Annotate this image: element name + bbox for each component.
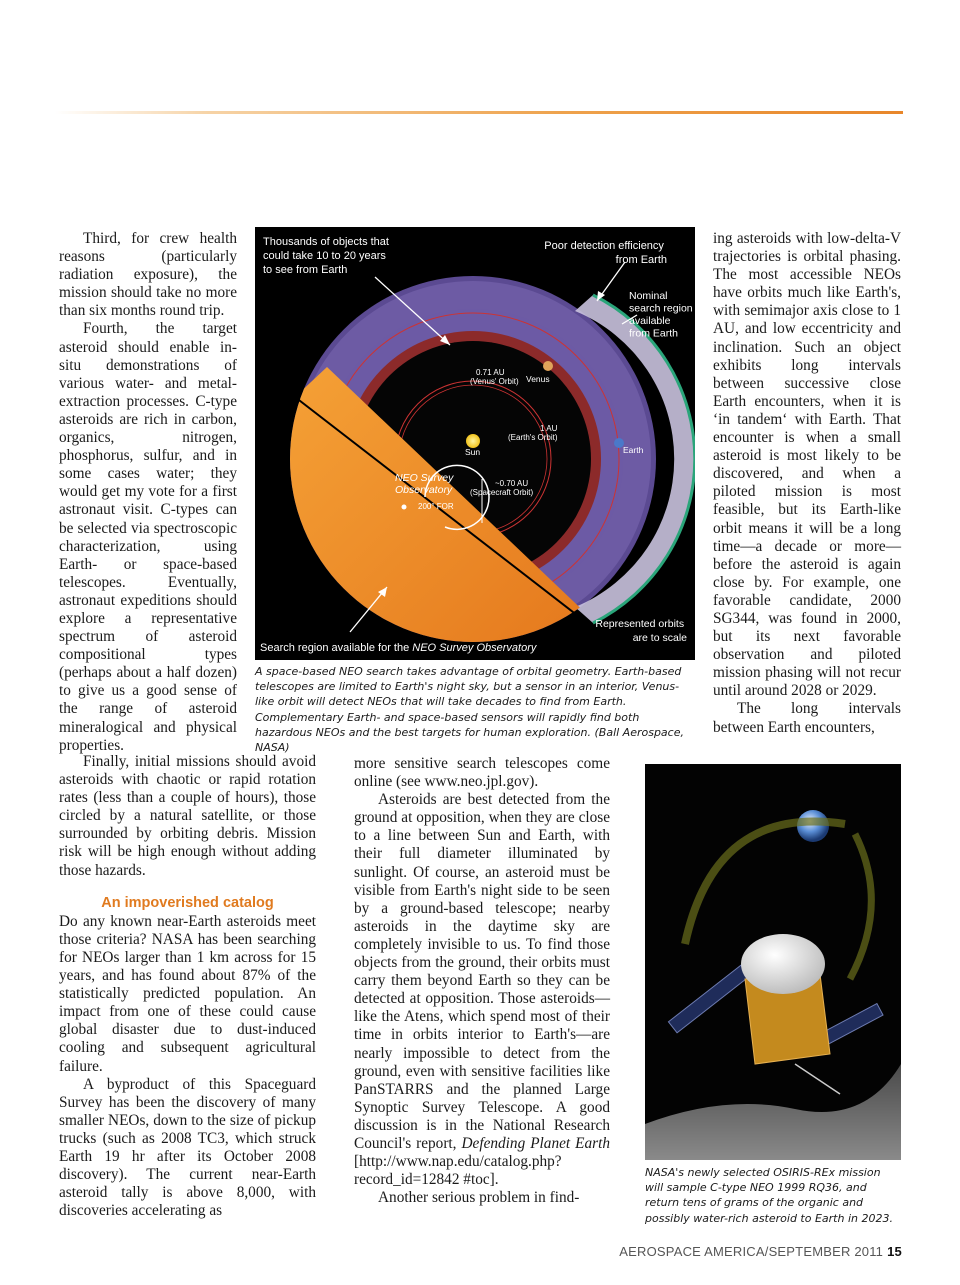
high-gain-antenna <box>741 934 825 994</box>
paragraph: Finally, initial missions should avoid asteroids with chaotic or rapid rotation rates (less than a couple of hours), those circled by a natural satellite, or those surrounded by orbiting debris. Mission risk will be high enough without adding those hazards. <box>59 753 316 879</box>
paragraph: Fourth, the target asteroid should enable in-situ demonstrations of various water- and metal-extraction processes. C-type asteroids are rich in carbon, organics, nitrogen, phosphorus, sulfur, and in some cases water; they would get my vote for a first astronaut visit. C-types can be selected via spectroscopic characterization, using Earth- or space-based telescopes. Eventually, astronaut expeditions should explore a representative spectrum of asteroid compositional types (perhaps about a half dozen) to give us a good sense of the range of asteroid mineralogical and physical properties. <box>59 320 237 754</box>
label-venus: Venus <box>526 374 550 384</box>
page-number: 15 <box>887 1244 902 1259</box>
figure1-caption: A space-based NEO search takes advantage of orbital geometry. Earth-based telescopes are limited to Earth's night sky, but a sensor in an interior, Venus-like orbit will detect NEOs that will take decades to find from Earth. Complementary Earth- and space-based sensors will rapidly find both hazardous NEOs and the best targets for human exploration. (Ball Aerospace, NASA) <box>255 665 684 755</box>
spacecraft-illustration <box>645 764 901 1160</box>
label-spacecraft-orbit: ~0.70 AU (Spacecraft Orbit) <box>470 479 534 497</box>
report-title: Defending Planet Earth <box>461 1134 610 1152</box>
paragraph: A byproduct of this Spaceguard Survey has been the discovery of many smaller NEOs, down to the size of pickup trucks (such as 2008 TC3, which struck Earth 19 hr after its October 2008 discovery). The current near-Earth asteroid tally is above 8,000, with discoveries accelerating as <box>59 1075 316 1220</box>
sun-marker <box>466 434 480 448</box>
header-rule <box>55 111 903 114</box>
label-scale-note: Represented orbits are to scale <box>595 618 687 644</box>
venus-marker <box>543 361 553 371</box>
paragraph: ing asteroids with low-delta-V trajectories is orbital phasing. The most accessible NEOs have orbits much like Earth's, with semimajor axis close to 1 AU, and low eccentricity and inclination. Such an object exhibits long intervals between successive close Earth encounters, when it is ‘in tandem‘ with Earth. That encounter is when a small asteroid is most likely to be discovered, and when a piloted mission is most feasible, but its Earth-like orbit means it will be a long time—a decade or more—before the asteroid is again close by. For example, one favorable candidate, 2000 SG344, was found in 2000, but its next favorable observation and piloted mission phasing will not recur until around 2028 or 2029. <box>713 230 901 700</box>
figure2-caption: NASA's newly selected OSIRIS-REx mission will sample C-type NEO 1999 RQ36, and return tens of grams of the organic and possibly water-rich asteroid to Earth in 2023. <box>645 1166 893 1225</box>
label-top-right: Poor detection efficiency from Earth <box>544 240 667 266</box>
paragraph-text: Asteroids are best detected from the ground at opposition, when they are close to a line between Sun and Earth, with their full diameter illuminated by sunlight. Of course, an asteroid must be visible from Earth's night side to be seen by a ground-based telescope; nearby asteroids in the daytime sky are completely invisible to us. To find those objects from the ground, their orbits must carry them beyond Earth so they can be detected at opposition. Those asteroids—like the Atens, which spend most of their time in orbits interior to Earth's—are nearly impossible to detect from the ground, even with sensitive facilities like PanSTARRS and the planned Large Synoptic Survey Telescope. A good discussion is in the National Research Council's report, <box>354 791 610 1152</box>
paragraph <box>354 791 610 1189</box>
paragraph: The long intervals between Earth encounters, <box>713 700 901 736</box>
journal-name: AEROSPACE AMERICA/SEPTEMBER 2011 <box>619 1244 884 1259</box>
paragraph: Third, for crew health reasons (particularly radiation exposure), the mission should take no more than six months round trip. <box>59 230 237 320</box>
left-column <box>59 230 237 755</box>
label-earth-orbit: 1 AU (Earth's Orbit) <box>508 424 558 442</box>
label-bottom: Search region available for the NEO Survey Observatory <box>260 642 537 654</box>
orbit-diagram <box>255 227 695 660</box>
label-observatory: NEO Survey Observatory <box>395 472 454 496</box>
label-earth: Earth <box>623 445 644 455</box>
spacecraft-figure <box>645 764 901 1160</box>
section-subhead: An impoverished catalog <box>101 894 274 911</box>
paragraph: Do any known near-Earth asteroids meet those criteria? NASA has been searching for NEOs larger than 1 km across for 15 years, and has found about 87% of the statistically predicted population. An impact from one of these could cause global disaster due to dust-induced cooling and subsequent agricultural failure. <box>59 912 316 1075</box>
page-footer <box>619 1244 902 1259</box>
label-venus-orbit: 0.71 AU (Venus' Orbit) <box>470 368 519 386</box>
label-sun: Sun <box>465 447 481 457</box>
left-column-lower <box>59 753 316 1220</box>
orbit-diagram-figure <box>255 227 695 660</box>
paragraph: Another serious problem in find- <box>378 1189 580 1207</box>
label-nominal-region: Nominal search region available from Earth <box>629 290 693 340</box>
paragraph: more sensitive search telescopes come online (see www.neo.jpl.gov). <box>354 755 610 791</box>
middle-column <box>354 755 610 1207</box>
report-url: [http://www.nap.edu/catalog.php?record_id=12842 #toc]. <box>354 1153 562 1189</box>
observatory-marker <box>402 505 407 510</box>
right-column <box>713 230 901 737</box>
label-top-left: Thousands of objects that could take 10 to 20 years to see from Earth <box>263 236 389 276</box>
label-field-of-regard: 200° FOR <box>418 502 454 511</box>
